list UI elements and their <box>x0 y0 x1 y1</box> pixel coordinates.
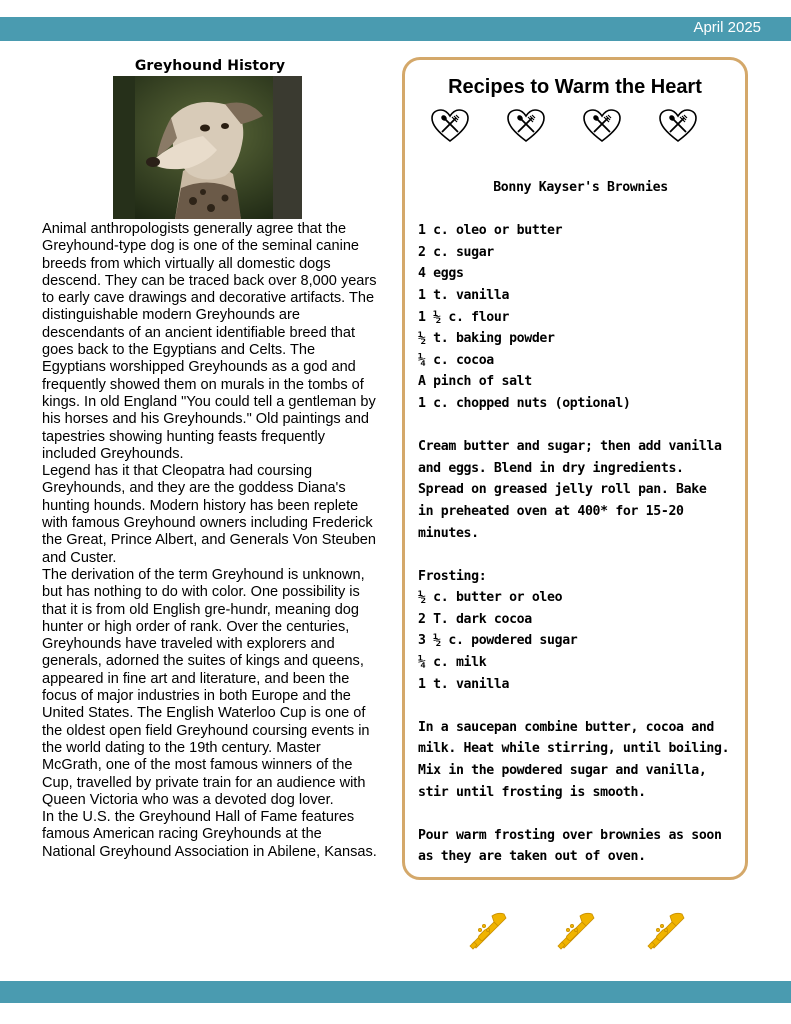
history-paragraph: Legend has it that Cleopatra had coursing Greyhounds, and they are the goddess Diana's hunting hounds. Modern history has been replete with famous Greyhound owners including Frederick the Great, Prince Albert, and Generals Von Steuben and Custer. <box>42 463 376 566</box>
instruction-line: Spread on greased jelly roll pan. Bake <box>418 482 707 498</box>
ingredient-item: 1 c. oleo or butter <box>418 223 563 239</box>
trumpet-icon <box>468 912 508 950</box>
instruction-line: Cream butter and sugar; then add vanilla <box>418 439 722 455</box>
trumpet-icon <box>646 912 686 950</box>
instruction-line: minutes. <box>418 525 479 541</box>
recipe-heading: Recipes to Warm the Heart <box>448 76 702 98</box>
ingredient-item: 1 c. chopped nuts (optional) <box>418 395 631 411</box>
frosting-ingredient-list <box>418 587 743 695</box>
instruction-line: stir until frosting is smooth. <box>418 784 646 800</box>
ingredient-item: 2 c. sugar <box>418 244 494 260</box>
recipe-text <box>418 177 743 868</box>
frosting-ingredient-item: 2 T. dark cocoa <box>418 611 532 627</box>
ingredient-item: 4 eggs <box>418 266 464 282</box>
ingredient-item: 1 t. vanilla <box>418 287 510 303</box>
instruction-line: milk. Heat while stirring, until boiling. <box>418 741 730 757</box>
instruction-line: as they are taken out of oven. <box>418 849 646 865</box>
heart-row <box>430 108 720 148</box>
footer-bar <box>0 981 791 1003</box>
recipe-box <box>402 57 748 880</box>
ingredient-item: ¼ c. cocoa <box>418 352 494 368</box>
trumpet-icon <box>556 912 596 950</box>
issue-date: April 2025 <box>693 19 761 36</box>
instruction-line: Pour warm frosting over brownies as soon <box>418 827 722 843</box>
heart-utensils-icon <box>582 108 622 144</box>
frosting-instructions <box>418 717 743 803</box>
instruction-line: and eggs. Blend in dry ingredients. <box>418 460 684 476</box>
ingredient-item: ½ t. baking powder <box>418 331 555 347</box>
history-body <box>42 221 378 861</box>
frosting-ingredient-item: ½ c. butter or oleo <box>418 590 563 606</box>
greyhound-photo <box>113 76 302 219</box>
frosting-ingredient-item: 3 ½ c. powdered sugar <box>418 633 578 649</box>
recipe-instructions <box>418 436 743 544</box>
greyhound-image <box>113 76 302 219</box>
history-title: Greyhound History <box>134 58 286 74</box>
ingredient-item: A pinch of salt <box>418 374 532 390</box>
frosting-ingredient-item: ¼ c. milk <box>418 655 487 671</box>
history-paragraph: In the U.S. the Greyhound Hall of Fame features famous American racing Greyhounds at the National Greyhound Association in Abilene, Kansas. <box>42 809 377 860</box>
final-instructions <box>418 825 743 868</box>
instruction-line: in preheated oven at 400* for 15-20 <box>418 503 684 519</box>
frosting-ingredient-item: 1 t. vanilla <box>418 676 510 692</box>
history-column <box>42 58 378 861</box>
heart-utensils-icon <box>506 108 546 144</box>
recipe-title: Bonny Kayser's Brownies <box>493 180 668 195</box>
heart-utensils-icon <box>430 108 470 144</box>
ingredient-item: 1 ½ c. flour <box>418 309 510 325</box>
ingredient-list <box>418 220 743 414</box>
instruction-line: In a saucepan combine butter, cocoa and <box>418 719 714 735</box>
history-paragraph: Animal anthropologists generally agree that the Greyhound-type dog is one of the seminal canine breeds from which virtually all domestic dogs descend. They can be traced back over 8,000 years to early cave drawings and decorative artifacts. The distinguishable modern Greyhounds are descendants of an ancient identifiable breed that goes back to the Egyptians and Celts. The Egyptians worshipped Greyhounds as a god and frequently showed them on murals in the tombs of kings. In old England "You could tell a gentleman by his horses and his Greyhounds." Old paintings and tapestries showing hunting feasts frequently included Greyhounds. <box>42 221 377 462</box>
header-bar <box>0 17 791 41</box>
heart-utensils-icon <box>658 108 698 144</box>
instruction-line: Mix in the powdered sugar and vanilla, <box>418 763 707 779</box>
history-paragraph: The derivation of the term Greyhound is unknown, but has nothing to do with color. One possibility is that it is from old English gre-hundr, meaning dog hunter or high order of rank. Over the centuries, Greyhounds have traveled with explorers and generals, adorned the suites of kings and queens, appeared in fine art and literature, and been the focus of major industries in both Europe and the United States. The English Waterloo Cup is one of the oldest open field Greyhound coursing events in the world dating to the 19th century. Master McGrath, one of the most famous winners of the Cup, travelled by private train for an audience with Queen Victoria who was a devoted dog lover. <box>42 566 370 808</box>
trumpet-row <box>468 912 698 952</box>
frosting-label: Frosting: <box>418 568 487 584</box>
